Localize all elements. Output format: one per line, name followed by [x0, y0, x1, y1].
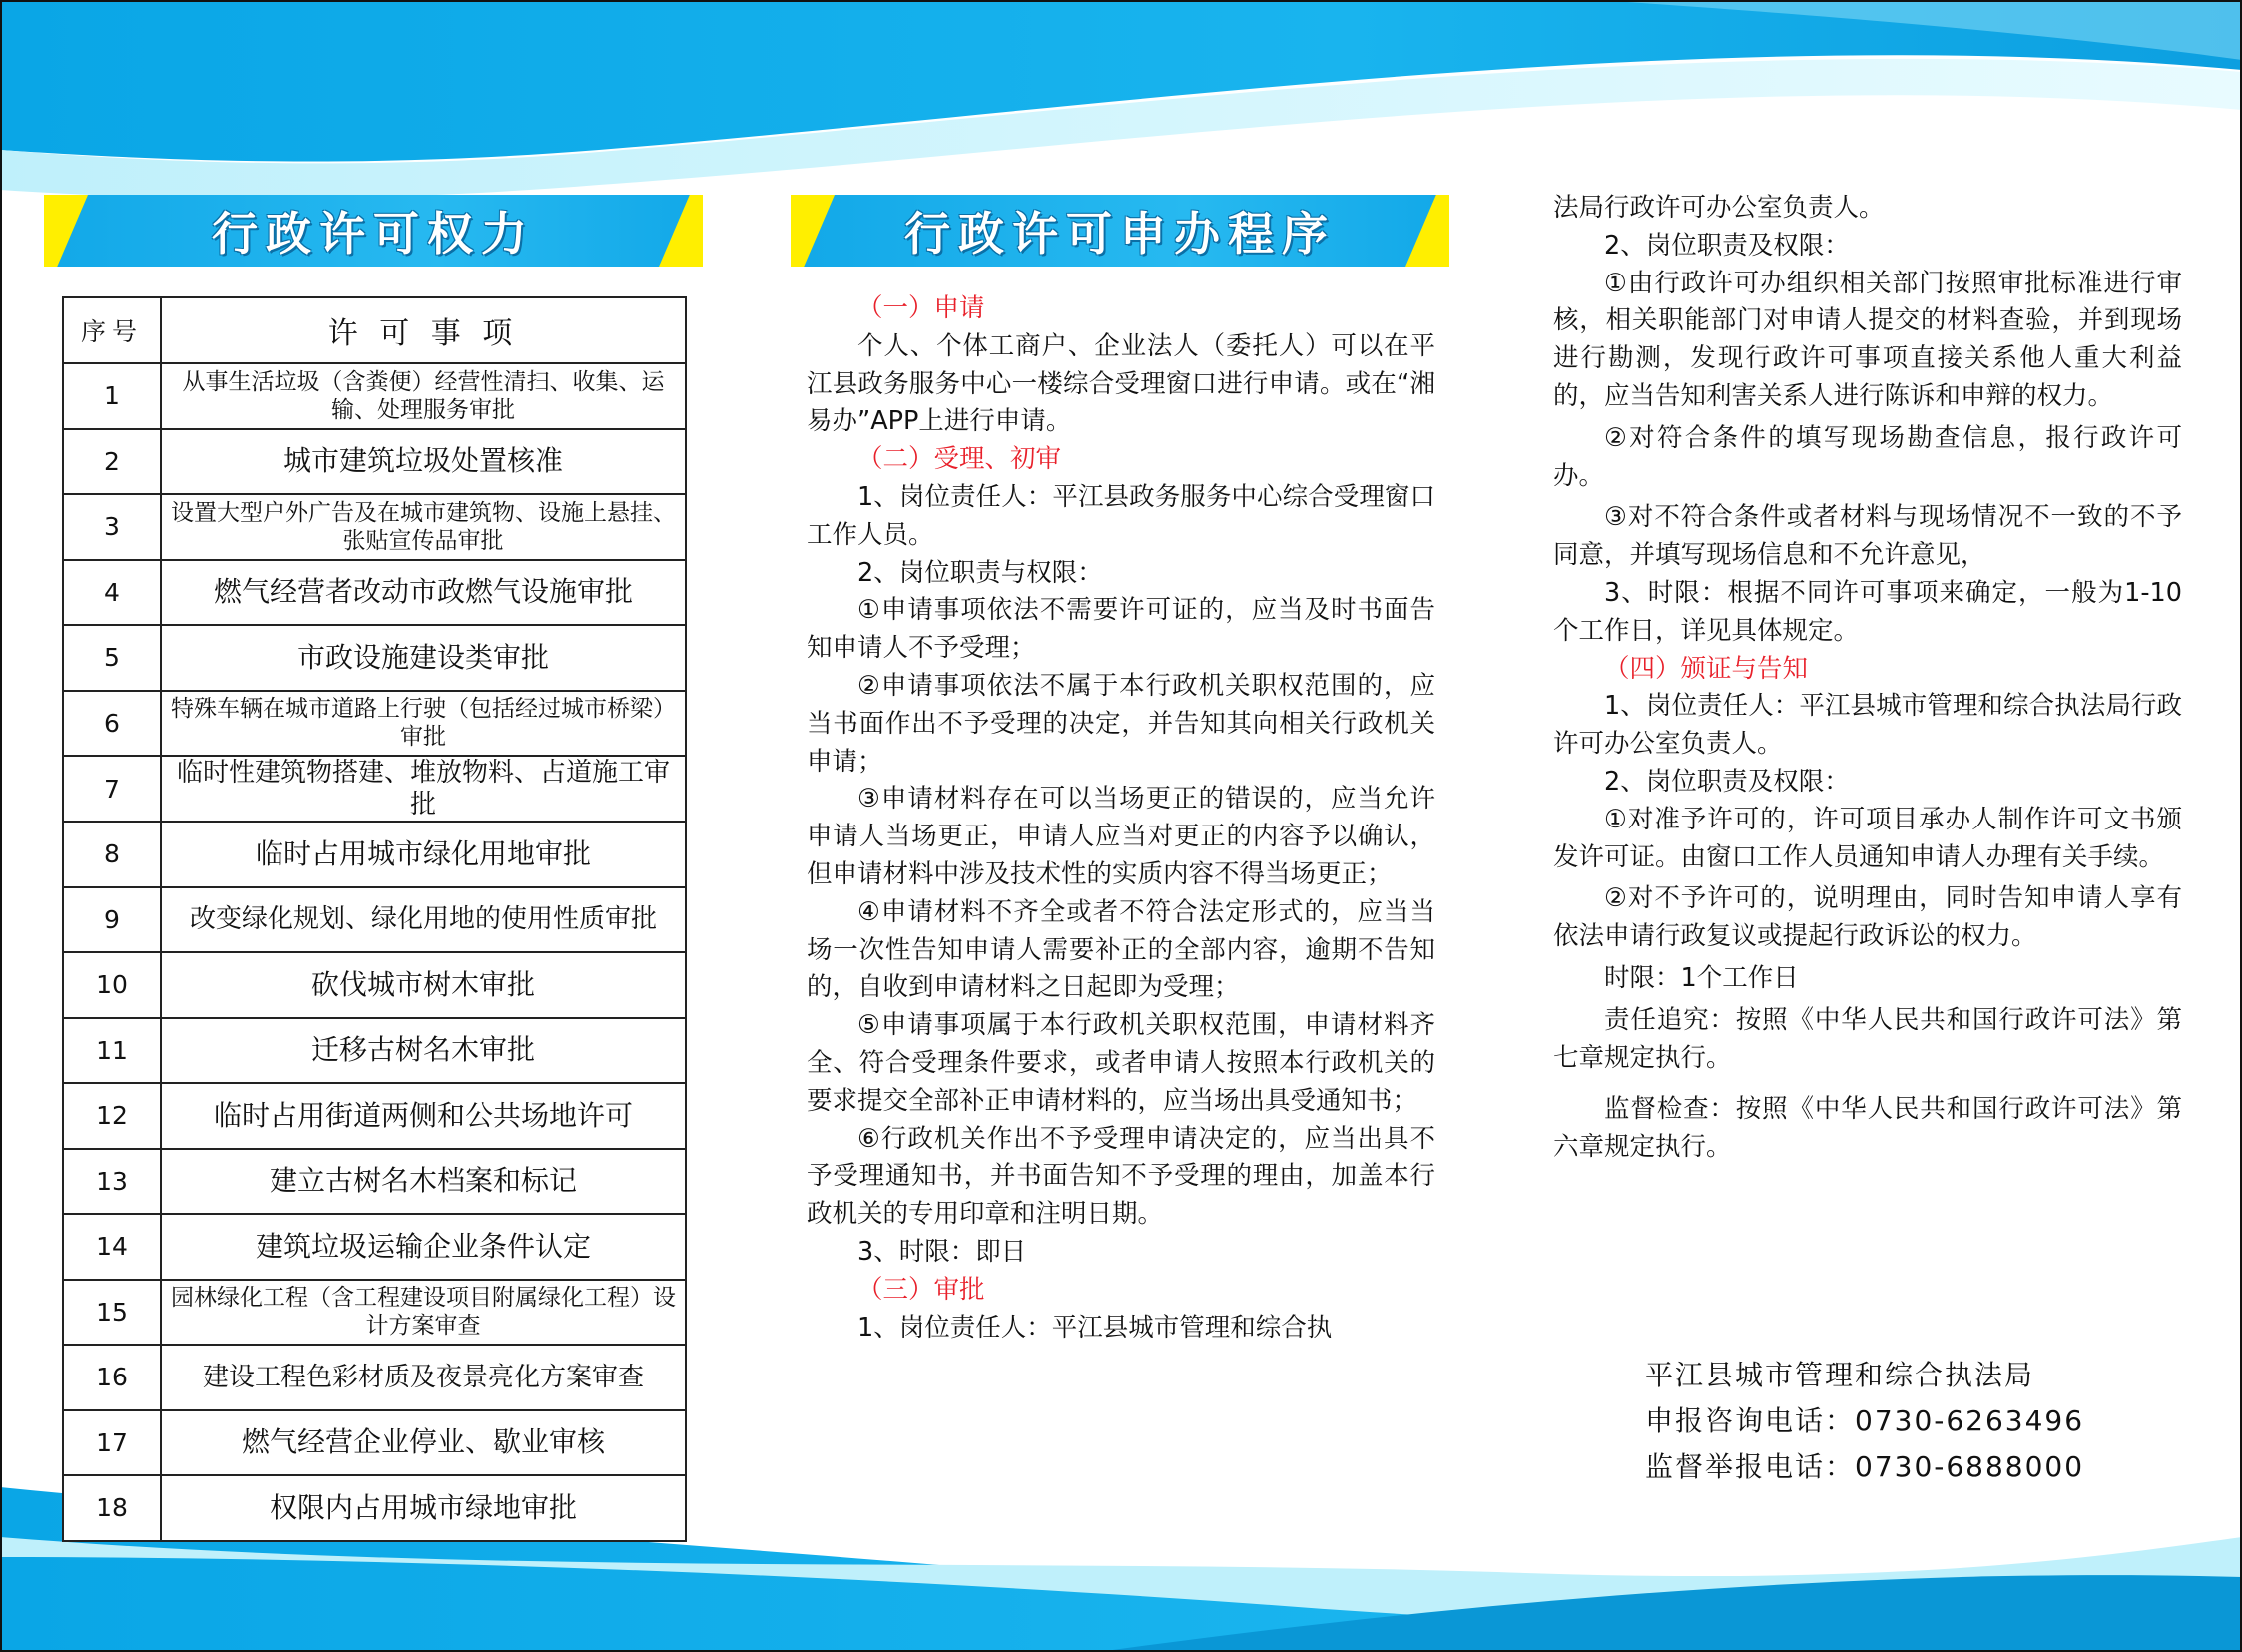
paragraph: ②对符合条件的填写现场勘查信息，报行政许可办。 — [1553, 422, 2182, 491]
paragraph: ③对不符合条件或者材料与现场情况不一致的不予同意，并填写现场信息和不允许意见， — [1553, 502, 2182, 571]
row-number: 3 — [63, 494, 161, 560]
row-number: 10 — [63, 952, 161, 1018]
table-row — [63, 1083, 686, 1149]
row-number: 9 — [63, 887, 161, 953]
row-item: 燃气经营者改动市政燃气设施审批 — [161, 560, 686, 626]
paragraph: 1、岗位责任人：平江县城市管理和综合执 — [857, 1312, 1333, 1343]
row-item: 临时占用街道两侧和公共场地许可 — [161, 1083, 686, 1149]
paragraph: 个人、个体工商户、企业法人（委托人）可以在平江县政务服务中心一楼综合受理窗口进行申请。或在“湘易办”APP上进行申请。 — [807, 330, 1435, 437]
header-item: 许 可 事 项 — [161, 297, 686, 363]
table-header-row — [63, 297, 686, 363]
report-phone: 监督举报电话：0730-6888000 — [1645, 1450, 2085, 1483]
table-row — [63, 1475, 686, 1541]
row-number: 13 — [63, 1149, 161, 1215]
row-number: 17 — [63, 1410, 161, 1476]
organization-name: 平江县城市管理和综合执法局 — [1645, 1359, 2035, 1391]
row-item: 砍伐城市树木审批 — [161, 952, 686, 1018]
row-item: 临时性建筑物搭建、堆放物料、占道施工审批 — [161, 756, 686, 822]
paragraph: ①申请事项依法不需要许可证的，应当及时书面告知申请人不予受理； — [807, 595, 1435, 664]
section-heading-license: （四）颁证与告知 — [1604, 653, 1809, 684]
row-number: 2 — [63, 429, 161, 495]
row-number: 16 — [63, 1345, 161, 1410]
row-item: 特殊车辆在城市道路上行驶（包括经过城市桥梁）审批 — [161, 691, 686, 757]
section-heading-apply: （一）申请 — [857, 293, 985, 323]
table-row — [63, 1214, 686, 1280]
section-heading-approve: （三）审批 — [857, 1274, 985, 1305]
left-banner — [44, 195, 703, 267]
paragraph: 1、岗位责任人：平江县城市管理和综合执法局行政许可办公室负责人。 — [1553, 691, 2182, 760]
row-item: 权限内占用城市绿地审批 — [161, 1475, 686, 1541]
procedure-column-right — [1553, 190, 2182, 1167]
consult-phone: 申报咨询电话：0730-6263496 — [1645, 1404, 2085, 1437]
paragraph: ①由行政许可办组织相关部门按照审批标准进行审核，相关职能部门对申请人提交的材料查验，并到现场进行勘测，发现行政许可事项直接关系他人重大利益的，应当告知利害关系人进行陈诉和申辩的权力。 — [1553, 268, 2182, 411]
paragraph: ⑤申请事项属于本行政机关职权范围，申请材料齐全、符合受理条件要求，或者申请人按照本行政机关的要求提交全部补正申请材料的，应当场出具受通知书； — [807, 1010, 1435, 1116]
paragraph: ⑥行政机关作出不予受理申请决定的，应当出具不予受理通知书，并书面告知不予受理的理由，加盖本行政机关的专用印章和注明日期。 — [807, 1123, 1435, 1230]
paragraph: ②申请事项依法不属于本行政机关职权范围的，应当书面作出不予受理的决定，并告知其向相关行政机关申请； — [807, 670, 1435, 777]
table-row — [63, 1149, 686, 1215]
paragraph: ④申请材料不齐全或者不符合法定形式的，应当当场一次性告知申请人需要补正的全部内容，逾期不告知的，自收到申请材料之日起即为受理； — [807, 896, 1435, 1003]
row-number: 4 — [63, 560, 161, 626]
row-number: 12 — [63, 1083, 161, 1149]
paragraph: 2、岗位职责及权限： — [1604, 766, 1850, 797]
paragraph: ②对不予许可的，说明理由，同时告知申请人享有依法申请行政复议或提起行政诉讼的权力。 — [1553, 883, 2182, 952]
table-row — [63, 952, 686, 1018]
row-item: 市政设施建设类审批 — [161, 625, 686, 691]
row-item: 园林绿化工程（含工程建设项目附属绿化工程）设计方案审查 — [161, 1280, 686, 1346]
row-number: 1 — [63, 363, 161, 429]
permission-table — [62, 296, 687, 1542]
middle-banner-title: 行政许可申办程序 — [904, 207, 1336, 261]
paragraph: 3、时限：即日 — [857, 1236, 1027, 1267]
header-number: 序号 — [63, 297, 161, 363]
row-item: 建设工程色彩材质及夜景亮化方案审查 — [161, 1345, 686, 1410]
row-item: 临时占用城市绿化用地审批 — [161, 822, 686, 887]
paragraph: 法局行政许可办公室负责人。 — [1553, 193, 1885, 223]
table-row — [63, 494, 686, 560]
table-row — [63, 822, 686, 887]
row-item: 从事生活垃圾（含粪便）经营性清扫、收集、运输、处理服务审批 — [161, 363, 686, 429]
table-row — [63, 363, 686, 429]
row-item: 建筑垃圾运输企业条件认定 — [161, 1214, 686, 1280]
row-number: 7 — [63, 756, 161, 822]
paragraph: 1、岗位责任人：平江县政务服务中心综合受理窗口工作人员。 — [807, 481, 1435, 550]
left-banner-title: 行政许可权力 — [212, 207, 535, 261]
table-row — [63, 1280, 686, 1346]
paragraph: 3、时限：根据不同许可事项来确定，一般为1-10个工作日，详见具体规定。 — [1553, 577, 2182, 646]
row-number: 15 — [63, 1280, 161, 1346]
table-row — [63, 1345, 686, 1410]
paragraph: 2、岗位职责及权限： — [1604, 230, 1850, 261]
paragraph: ①对准予许可的，许可项目承办人制作许可文书颁发许可证。由窗口工作人员通知申请人办理有关手续。 — [1553, 804, 2182, 872]
row-item: 建立古树名木档案和标记 — [161, 1149, 686, 1215]
table-row — [63, 1018, 686, 1084]
table-row — [63, 560, 686, 626]
paragraph: ③申请材料存在可以当场更正的错误的，应当允许申请人当场更正，申请人应当对更正的内容予以确认，但申请材料中涉及技术性的实质内容不得当场更正； — [807, 784, 1435, 889]
table-row — [63, 691, 686, 757]
paragraph: 2、岗位职责与权限： — [857, 557, 1103, 588]
row-item: 迁移古树名木审批 — [161, 1018, 686, 1084]
row-number: 14 — [63, 1214, 161, 1280]
middle-banner — [791, 195, 1449, 267]
row-item: 燃气经营企业停业、歇业审核 — [161, 1410, 686, 1476]
contact-footer — [1645, 1353, 2084, 1490]
paragraph: 时限：1个工作日 — [1604, 962, 1799, 993]
row-number: 6 — [63, 691, 161, 757]
table-row — [63, 1410, 686, 1476]
table-row — [63, 429, 686, 495]
row-number: 11 — [63, 1018, 161, 1084]
row-number: 8 — [63, 822, 161, 887]
row-item: 城市建筑垃圾处置核准 — [161, 429, 686, 495]
procedure-column-middle — [807, 290, 1435, 1347]
paragraph: 监督检查：按照《中华人民共和国行政许可法》第六章规定执行。 — [1553, 1094, 2182, 1163]
row-number: 5 — [63, 625, 161, 691]
table-row — [63, 887, 686, 953]
row-item: 设置大型户外广告及在城市建筑物、设施上悬挂、张贴宣传品审批 — [161, 494, 686, 560]
row-item: 改变绿化规划、绿化用地的使用性质审批 — [161, 887, 686, 953]
paragraph: 责任追究：按照《中华人民共和国行政许可法》第七章规定执行。 — [1553, 1004, 2182, 1073]
table-row — [63, 756, 686, 822]
row-number: 18 — [63, 1475, 161, 1541]
section-heading-accept: （二）受理、初审 — [857, 444, 1062, 475]
table-row — [63, 625, 686, 691]
